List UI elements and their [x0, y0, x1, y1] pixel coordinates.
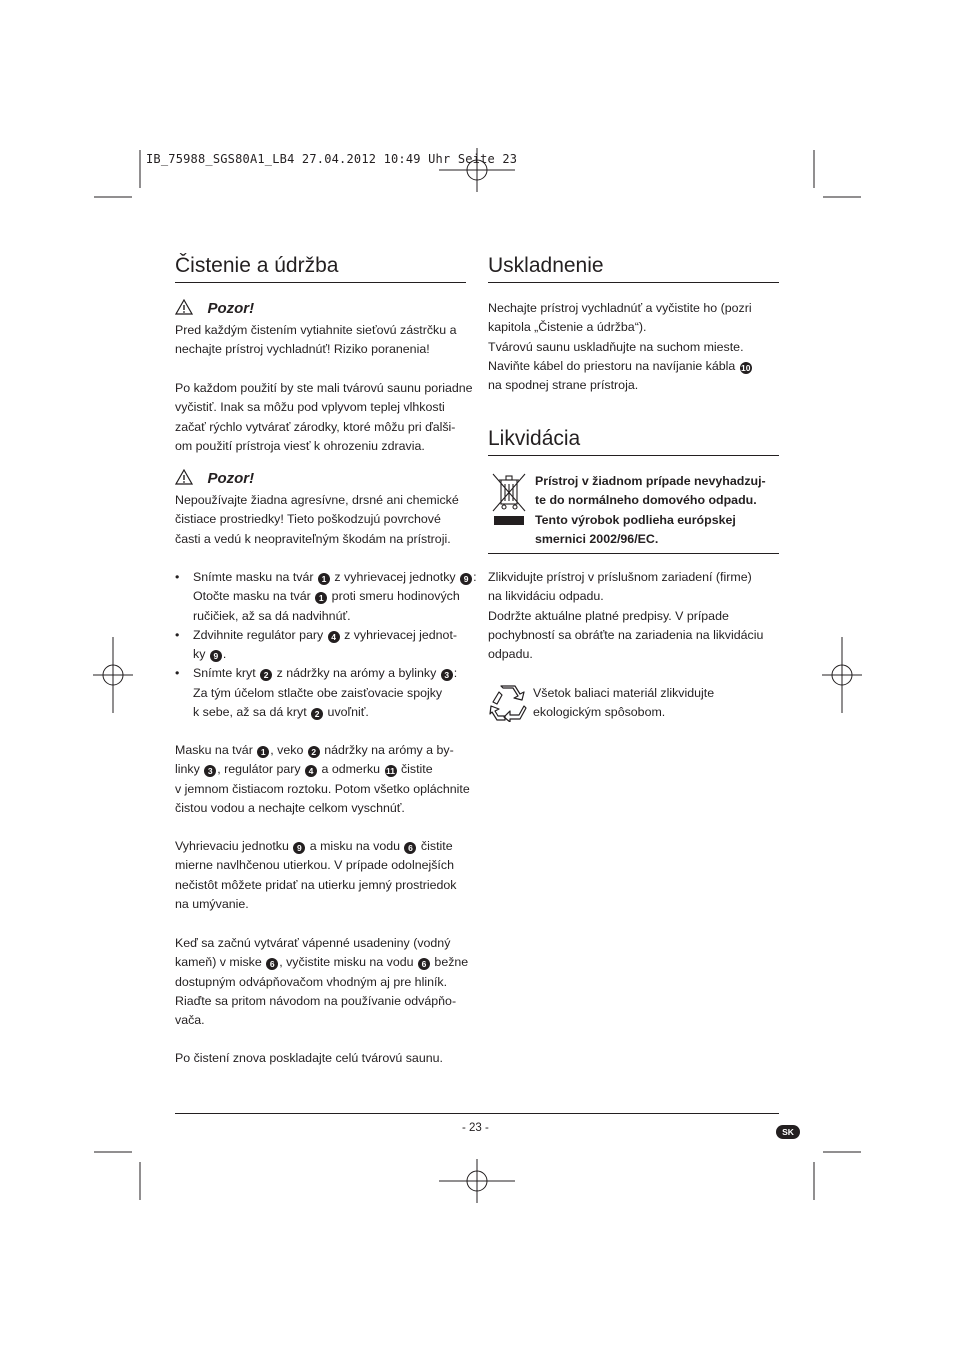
warning-block-1	[175, 299, 254, 318]
warning-text-2: Nepoužívajte žiadna agresívne, drsné ani chemické čistiace prostriedky! Tieto poškodzujú povrchové časti a vedú k neopraviteľným škodám na prístroji.	[175, 493, 459, 546]
paragraph-storage: Nechajte prístroj vychladnúť a vyčistite ho (pozri kapitola „Čistenie a údržba“). Tvárovú saunu uskladňujte na suchom mieste. Naviňte kábel do priestoru na navíjanie kábla 10 na spodnej strane prístroja.	[488, 301, 752, 393]
print-slug: IB_75988_SGS80A1_LB4 27.04.2012 10:49 Uhr Seite 23	[146, 152, 518, 166]
footer-rule	[175, 1113, 779, 1114]
paragraph-parts-cleaning: Masku na tvár 1 , veko 2 nádržky na arómy a by- linky 3 , regulátor pary 4 a odmerku 11 čistite v jemnom čistiacom roztoku. Potom všetko opláchnite čistou vodou a nechajte celkom vyschnúť.	[175, 743, 470, 815]
weee-notice: Prístroj v žiadnom prípade nevyhadzuj- te do normálneho domového odpadu. Tento výrobok podlieha európskej smernici 2002/96/EC.	[535, 474, 766, 546]
page-number: - 23 -	[462, 1122, 489, 1134]
list-item: • Snímte kryt 2 z nádržky na arómy a bylinky 3 : Za tým účelom stlačte obe zaisťovacie spojky k sebe, až sa dá kryt 2 uvoľniť.	[175, 666, 458, 720]
recycling-icon	[489, 684, 527, 722]
language-badge: SK	[776, 1122, 800, 1140]
recycling-text: Všetok baliaci materiál zlikvidujte ekologickým spôsobom.	[533, 686, 715, 720]
warning-text-1: Pred každým čistením vytiahnite sieťovú zástrčku a nechajte prístroj vychladnúť! Riziko poranenia!	[175, 323, 457, 357]
list-item: • Zdvihnite regulátor pary 4 z vyhrievacej jednot- ky 9 .	[175, 627, 458, 662]
paragraph-heater-cleaning: Vyhrievaciu jednotku 9 a misku na vodu 6 čistite mierne navlhčenou utierkou. V prípade odolnejších nečistôt môžete pridať na utierku jemný prostriedok na umývanie.	[175, 839, 457, 911]
section-title-disposal: Likvidácia	[488, 427, 581, 450]
title-rule	[488, 282, 779, 283]
paragraph-disposal: Zlikvidujte prístroj v príslušnom zariadení (firme) na likvidáciu odpadu. Dodržte aktuálne platné predpisy. V prípade pochybností sa obráťte na zariadenia na likvidáciu odpadu.	[488, 570, 764, 662]
warning-label: Pozor!	[207, 470, 255, 487]
title-rule	[175, 282, 466, 283]
notice-rule	[488, 553, 779, 554]
title-rule	[488, 455, 779, 456]
warning-icon	[175, 469, 193, 485]
bullet-list	[175, 568, 477, 722]
warning-block-2	[175, 469, 254, 488]
warning-icon	[175, 299, 193, 315]
paragraph-cleaning-intro: Po každom použití by ste mali tvárovú saunu poriadne vyčistiť. Inak sa môžu pod vplyvom teplej vlhkosti začať rýchlo vytvárať zárodky, ktoré môžu pri ďalši- om použití prístroja viesť k ohrozeniu zdravia.	[175, 381, 473, 453]
list-item: • Snímte masku na tvár 1 z vyhrievacej jednotky 9 : Otočte masku na tvár 1 proti smeru hodinových ručičiek, až sa dá nadvihnúť.	[175, 570, 477, 623]
section-title-storage: Uskladnenie	[488, 254, 604, 277]
warning-label: Pozor!	[207, 300, 255, 317]
paragraph-descaling: Keď sa začnú vytvárať vápenné usadeniny (vodný kameň) v miske 6 , vyčistite misku na vodu 6 bežne dostupným odvápňovačom vhodným aj pre hliník. Riaďte sa pritom návodom na používanie odvápňo- vača.	[175, 936, 469, 1028]
paragraph-reassemble: Po čistení znova poskladajte celú tvárovú saunu.	[175, 1051, 443, 1065]
section-title-cleaning: Čistenie a údržba	[175, 254, 339, 277]
crossed-bin-icon	[490, 471, 528, 529]
